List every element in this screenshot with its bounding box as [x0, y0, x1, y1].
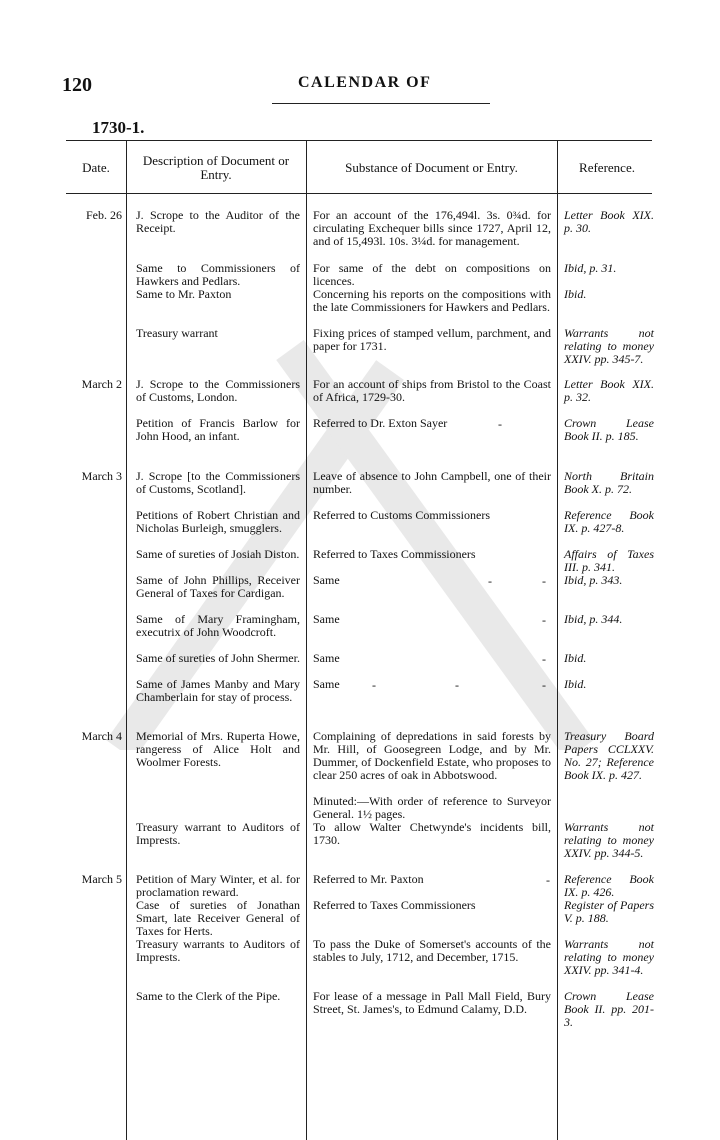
entry-description: Same of John Phillips, Receiver General of Taxes for Cardigan. [136, 573, 300, 600]
leader-dash: - [546, 873, 550, 887]
leader-dash: - [488, 574, 492, 588]
entry-reference: Warrants not relating to money XXIV. pp. 341-4. [564, 937, 654, 977]
column-divider [126, 140, 127, 1140]
entry-reference: Crown Lease Book II. pp. 201-3. [564, 989, 654, 1029]
table-header-rule [66, 193, 652, 194]
table-top-rule [66, 140, 652, 141]
entry-substance: Referred to Customs Commissioners [313, 508, 490, 522]
entry-substance: Referred to Dr. Exton Sayer [313, 416, 448, 430]
entry-date: March 4 [81, 729, 122, 743]
entry-substance: To pass the Duke of Somerset's accounts of the stables to July, 1712, and December, 1715. [313, 937, 551, 964]
entry-description: Treasury warrant [136, 326, 218, 340]
entry-description: Same of Mary Framingham, executrix of John Woodcroft. [136, 612, 300, 639]
entry-description: Petition of Francis Barlow for John Hood, an infant. [136, 416, 300, 443]
entry-substance: Same [313, 612, 340, 626]
leader-dash: - [542, 678, 546, 692]
column-divider [306, 140, 307, 1140]
entry-description: Same of James Manby and Mary Chamberlain for stay of process. [136, 677, 300, 704]
entry-description: Memorial of Mrs. Ruperta Howe, rangeress of Alice Holt and Woolmer Forests. [136, 729, 300, 769]
column-header-substance: Substance of Document or Entry. [345, 160, 518, 175]
entry-substance: Referred to Mr. Paxton [313, 872, 424, 886]
entry-substance: For an account of ships from Bristol to the Coast of Africa, 1729-30. [313, 377, 551, 404]
entry-description: Same to Commissioners of Hawkers and Pedlars. [136, 261, 300, 288]
entry-substance: Complaining of depredations in said forests by Mr. Hill, of Goosegreen Lodge, and by Mr. Dummer, of Dockenfield Estate, who proposes to clear 250 acres of oak in Abbotswood. [313, 729, 551, 782]
entry-description: Petition of Mary Winter, et al. for proclamation reward. [136, 872, 300, 899]
leader-dash: - [542, 652, 546, 666]
leader-dash: - [455, 678, 459, 692]
entry-description: Case of sureties of Jonathan Smart, late Receiver General of Taxes for Herts. [136, 898, 300, 938]
entry-reference: North Britain Book X. p. 72. [564, 469, 654, 496]
entry-substance: Same [313, 573, 340, 587]
entry-reference: Warrants not relating to money XXIV. pp. 344-5. [564, 820, 654, 860]
leader-dash: - [372, 678, 376, 692]
year-heading: 1730-1. [92, 118, 145, 137]
column-header-description: Description of Document or Entry. [142, 153, 290, 182]
entry-reference: Reference Book IX. p. 427-8. [564, 508, 654, 535]
entry-description: Same of sureties of Josiah Diston. [136, 547, 300, 561]
entry-reference: Reference Book IX. p. 426. [564, 872, 654, 899]
entry-substance: For an account of the 176,494l. 3s. 0¾d. for circulating Exchequer bills since 1727, April 12, and of 15,493l. 10s. 3¼d. for management. [313, 208, 551, 248]
entry-substance: Referred to Taxes Commissioners [313, 898, 476, 912]
entry-reference: Ibid, p. 31. [564, 261, 617, 275]
entry-substance: To allow Walter Chetwynde's incidents bill, 1730. [313, 820, 551, 847]
header-rule [272, 103, 490, 104]
column-header-date: Date. [82, 160, 110, 175]
entry-description: J. Scrope [to the Commissioners of Customs, Scotland]. [136, 469, 300, 496]
entry-description: Treasury warrant to Auditors of Imprests. [136, 820, 300, 847]
entry-date: Feb. 26 [86, 208, 122, 222]
entry-description: Same to Mr. Paxton [136, 287, 232, 301]
entry-date: March 5 [81, 872, 122, 886]
entry-reference: Ibid. [564, 651, 587, 665]
entry-reference: Letter Book XIX. p. 30. [564, 208, 654, 235]
entry-reference: Ibid, p. 344. [564, 612, 623, 626]
entry-date: March 3 [81, 469, 122, 483]
entry-substance: Referred to Taxes Commissioners [313, 547, 476, 561]
leader-dash: - [542, 574, 546, 588]
entry-reference: Register of Papers V. p. 188. [564, 898, 654, 925]
entry-description: Treasury warrants to Auditors of Imprests. [136, 937, 300, 964]
entry-description: J. Scrope to the Auditor of the Receipt. [136, 208, 300, 235]
entry-description: Same to the Clerk of the Pipe. [136, 989, 281, 1003]
column-header-reference: Reference. [579, 160, 635, 175]
entry-description: J. Scrope to the Commissioners of Customs, London. [136, 377, 300, 404]
running-head: CALENDAR OF [298, 74, 432, 91]
leader-dash: - [542, 613, 546, 627]
entry-reference: Treasury Board Papers CCLXXV. No. 27; Reference Book IX. p. 427. [564, 729, 654, 782]
entry-reference: Ibid. [564, 287, 587, 301]
entry-date: March 2 [81, 377, 122, 391]
entry-reference: Ibid, p. 343. [564, 573, 623, 587]
entry-reference: Crown Lease Book II. p. 185. [564, 416, 654, 443]
entry-reference: Letter Book XIX. p. 32. [564, 377, 654, 404]
entry-substance: For same of the debt on compositions on licences. [313, 261, 551, 288]
entry-reference: Ibid. [564, 677, 587, 691]
entry-substance: Concerning his reports on the compositions with the late Commissioners for Hawkers and Pedlars. [313, 287, 551, 314]
entry-description: Same of sureties of John Shermer. [136, 651, 300, 665]
leader-dash: - [498, 417, 502, 431]
entry-description: Petitions of Robert Christian and Nicholas Burleigh, smugglers. [136, 508, 300, 535]
column-divider [557, 140, 558, 1140]
entry-reference: Warrants not relating to money XXIV. pp. 345-7. [564, 326, 654, 366]
entry-substance: Leave of absence to John Campbell, one of their number. [313, 469, 551, 496]
entry-reference: Affairs of Taxes III. p. 341. [564, 547, 654, 574]
page-number: 120 [62, 74, 92, 96]
entry-substance: Same [313, 677, 340, 691]
entry-substance: Fixing prices of stamped vellum, parchment, and paper for 1731. [313, 326, 551, 353]
entry-minute: Minuted:—With order of reference to Surveyor General. 1½ pages. [313, 794, 551, 821]
entry-substance: For lease of a message in Pall Mall Field, Bury Street, St. James's, to Edmund Calamy, D.D. [313, 989, 551, 1016]
entry-substance: Same [313, 651, 340, 665]
